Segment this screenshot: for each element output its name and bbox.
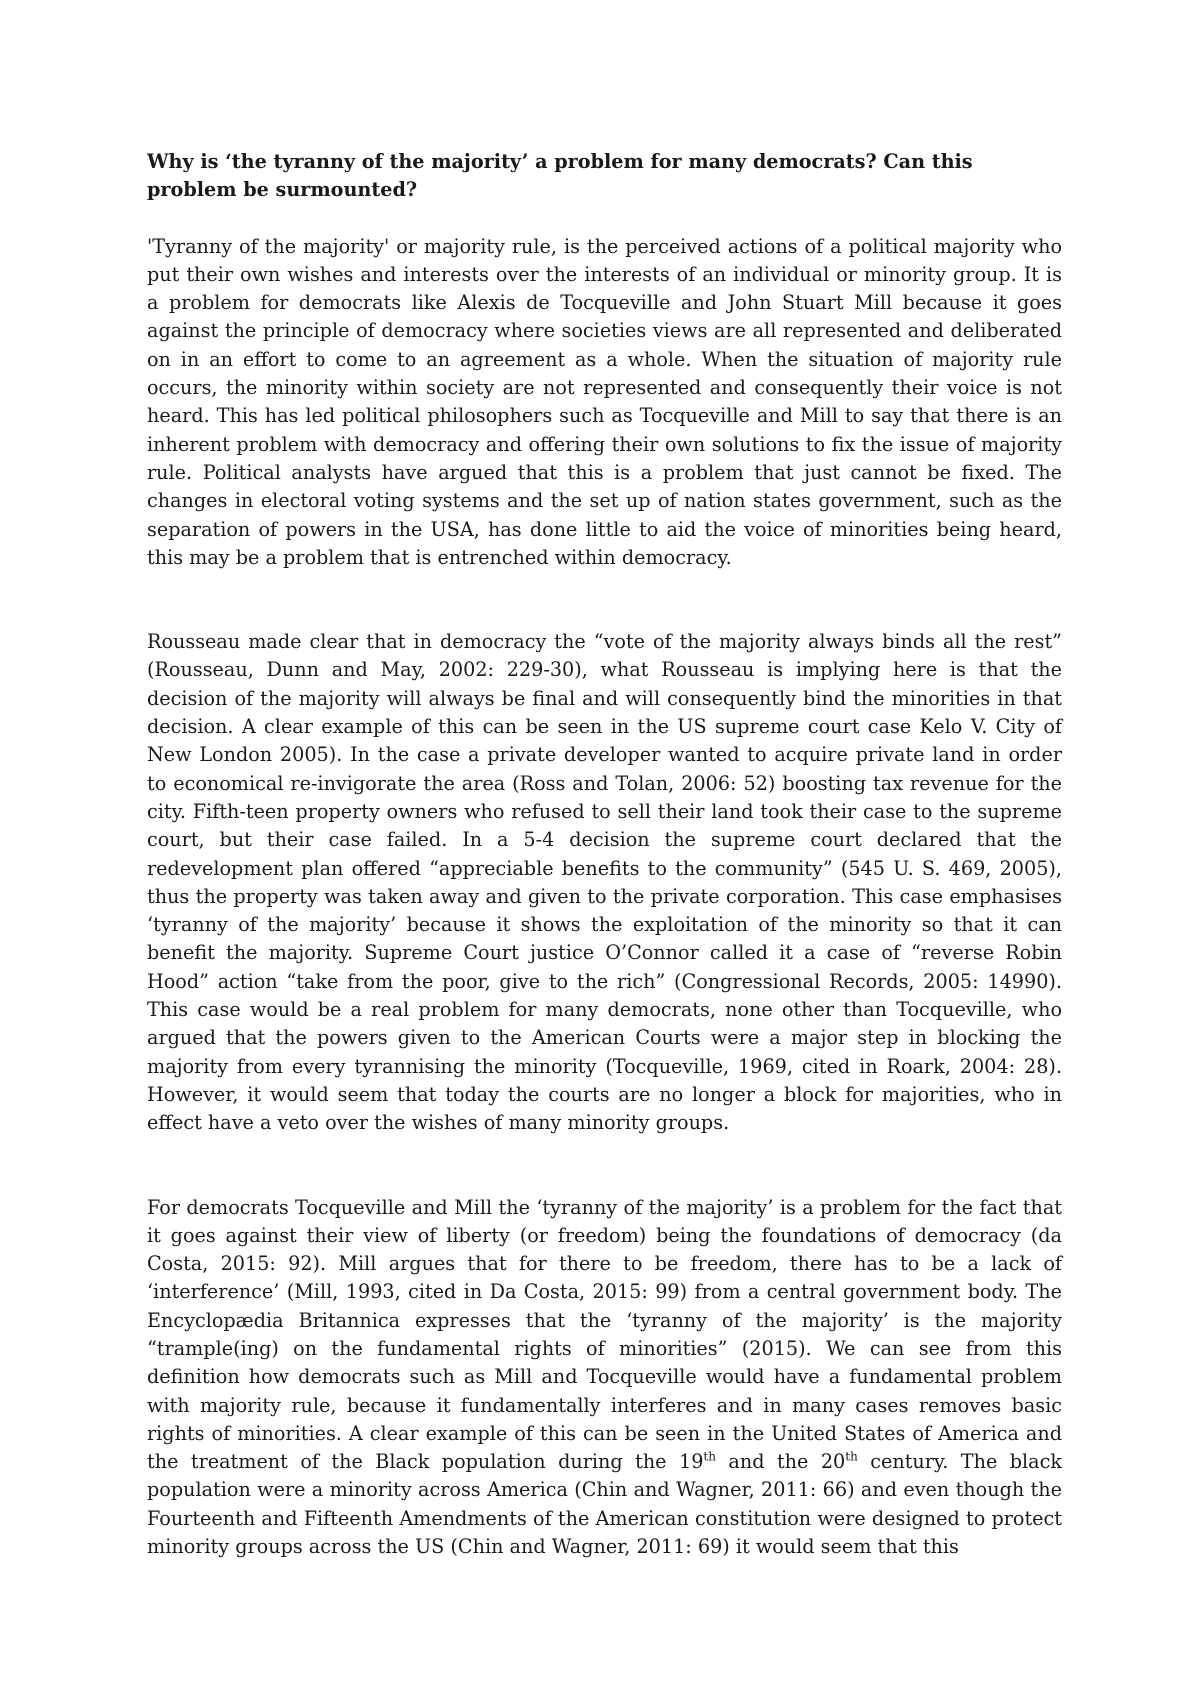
- paragraph-3-part-1: For democrats Tocqueville and Mill the ‘tyranny of the majority’ is a problem for the fact that it goes against their view of liberty (or freedom) being the foundations of democracy (da Costa, 2015: 92). Mill argues that for there to be freedom, there has to be a lack of ‘interference’ (Mill, 1993, cited in Da Costa, 2015: 99) from a central government body. The Encyclopædia Britannica expresses that the ‘tyranny of the majority’ is the majority “trample(ing) on the fundamental rights of minorities” (2015). We can see from this definition how democrats such as Mill and Tocqueville would have a fundamental problem with majority rule, because it fundamentally interferes and in many cases removes basic rights of minorities. A clear example of this can be seen in the United States of America and the treatment of the Black population during the 19: [147, 1195, 1062, 1474]
- paragraph-2: Rousseau made clear that in democracy the “vote of the majority always binds all the rest” (Rousseau, Dunn and May, 2002: 229-30), what Rousseau is implying here is that the decision of the majority will always be final and will consequently bind the minorities in that decision. A clear example of this can be seen in the US supreme court case Kelo V. City of New London 2005). In the case a private developer wanted to acquire private land in order to economical re-invigorate the area (Ross and Tolan, 2006: 52) boosting tax revenue for the city. Fifth-teen property owners who refused to sell their land took their case to the supreme court, but their case failed. In a 5-4 decision the supreme court declared that the redevelopment plan offered “appreciable benefits to the community” (545 U. S. 469, 2005), thus the property was taken away and given to the private corporation. This case emphasises ‘tyranny of the majority’ because it shows the exploitation of the minority so that it can benefit the majority. Supreme Court justice O’Connor called it a case of “reverse Robin Hood” action “take from the poor, give to the rich” (Congressional Records, 2005: 14990). This case would be a real problem for many democrats, none other than Tocqueville, who argued that the powers given to the American Courts were a major step in blocking the majority from every tyrannising the minority (Tocqueville, 1969, cited in Roark, 2004: 28). However, it would seem that today the courts are no longer a block for majorities, who in effect have a veto over the wishes of many minority groups.: [147, 630, 1062, 1135]
- document-body: [147, 148, 1062, 1561]
- superscript-th-20: th: [845, 1449, 858, 1464]
- paragraph-3: [147, 1194, 1062, 1562]
- superscript-th-19: th: [703, 1449, 716, 1464]
- paragraph-1: 'Tyranny of the majority' or majority rule, is the perceived actions of a political majority who put their own wishes and interests over the interests of an individual or minority group. It is a problem for democrats like Alexis de Tocqueville and John Stuart Mill because it goes against the principle of democracy where societies views are all represented and deliberated on in an effort to come to an agreement as a whole. When the situation of majority rule occurs, the minority within society are not represented and consequently their voice is not heard. This has led political philosophers such as Tocqueville and Mill to say that there is an inherent problem with democracy and offering their own solutions to fix the issue of majority rule. Political analysts have argued that this is a problem that just cannot be fixed. The changes in electoral voting systems and the set up of nation states government, such as the separation of powers in the USA, has done little to aid the voice of minorities being heard, this may be a problem that is entrenched within democracy.: [147, 234, 1062, 569]
- paragraph-3-part-2: and the 20: [715, 1450, 846, 1474]
- essay-title: Why is ‘the tyranny of the majority’ a problem for many democrats? Can this problem be surmounted?: [147, 150, 973, 202]
- paragraph-3-part-3: century. The black population were a minority across America (Chin and Wagner, 2011: 66) and even though the Fourteenth and Fifteenth Amendments of the American constitution were designed to protect minority groups across the US (Chin and Wagner, 2011: 69) it would seem that this: [147, 1450, 1062, 1559]
